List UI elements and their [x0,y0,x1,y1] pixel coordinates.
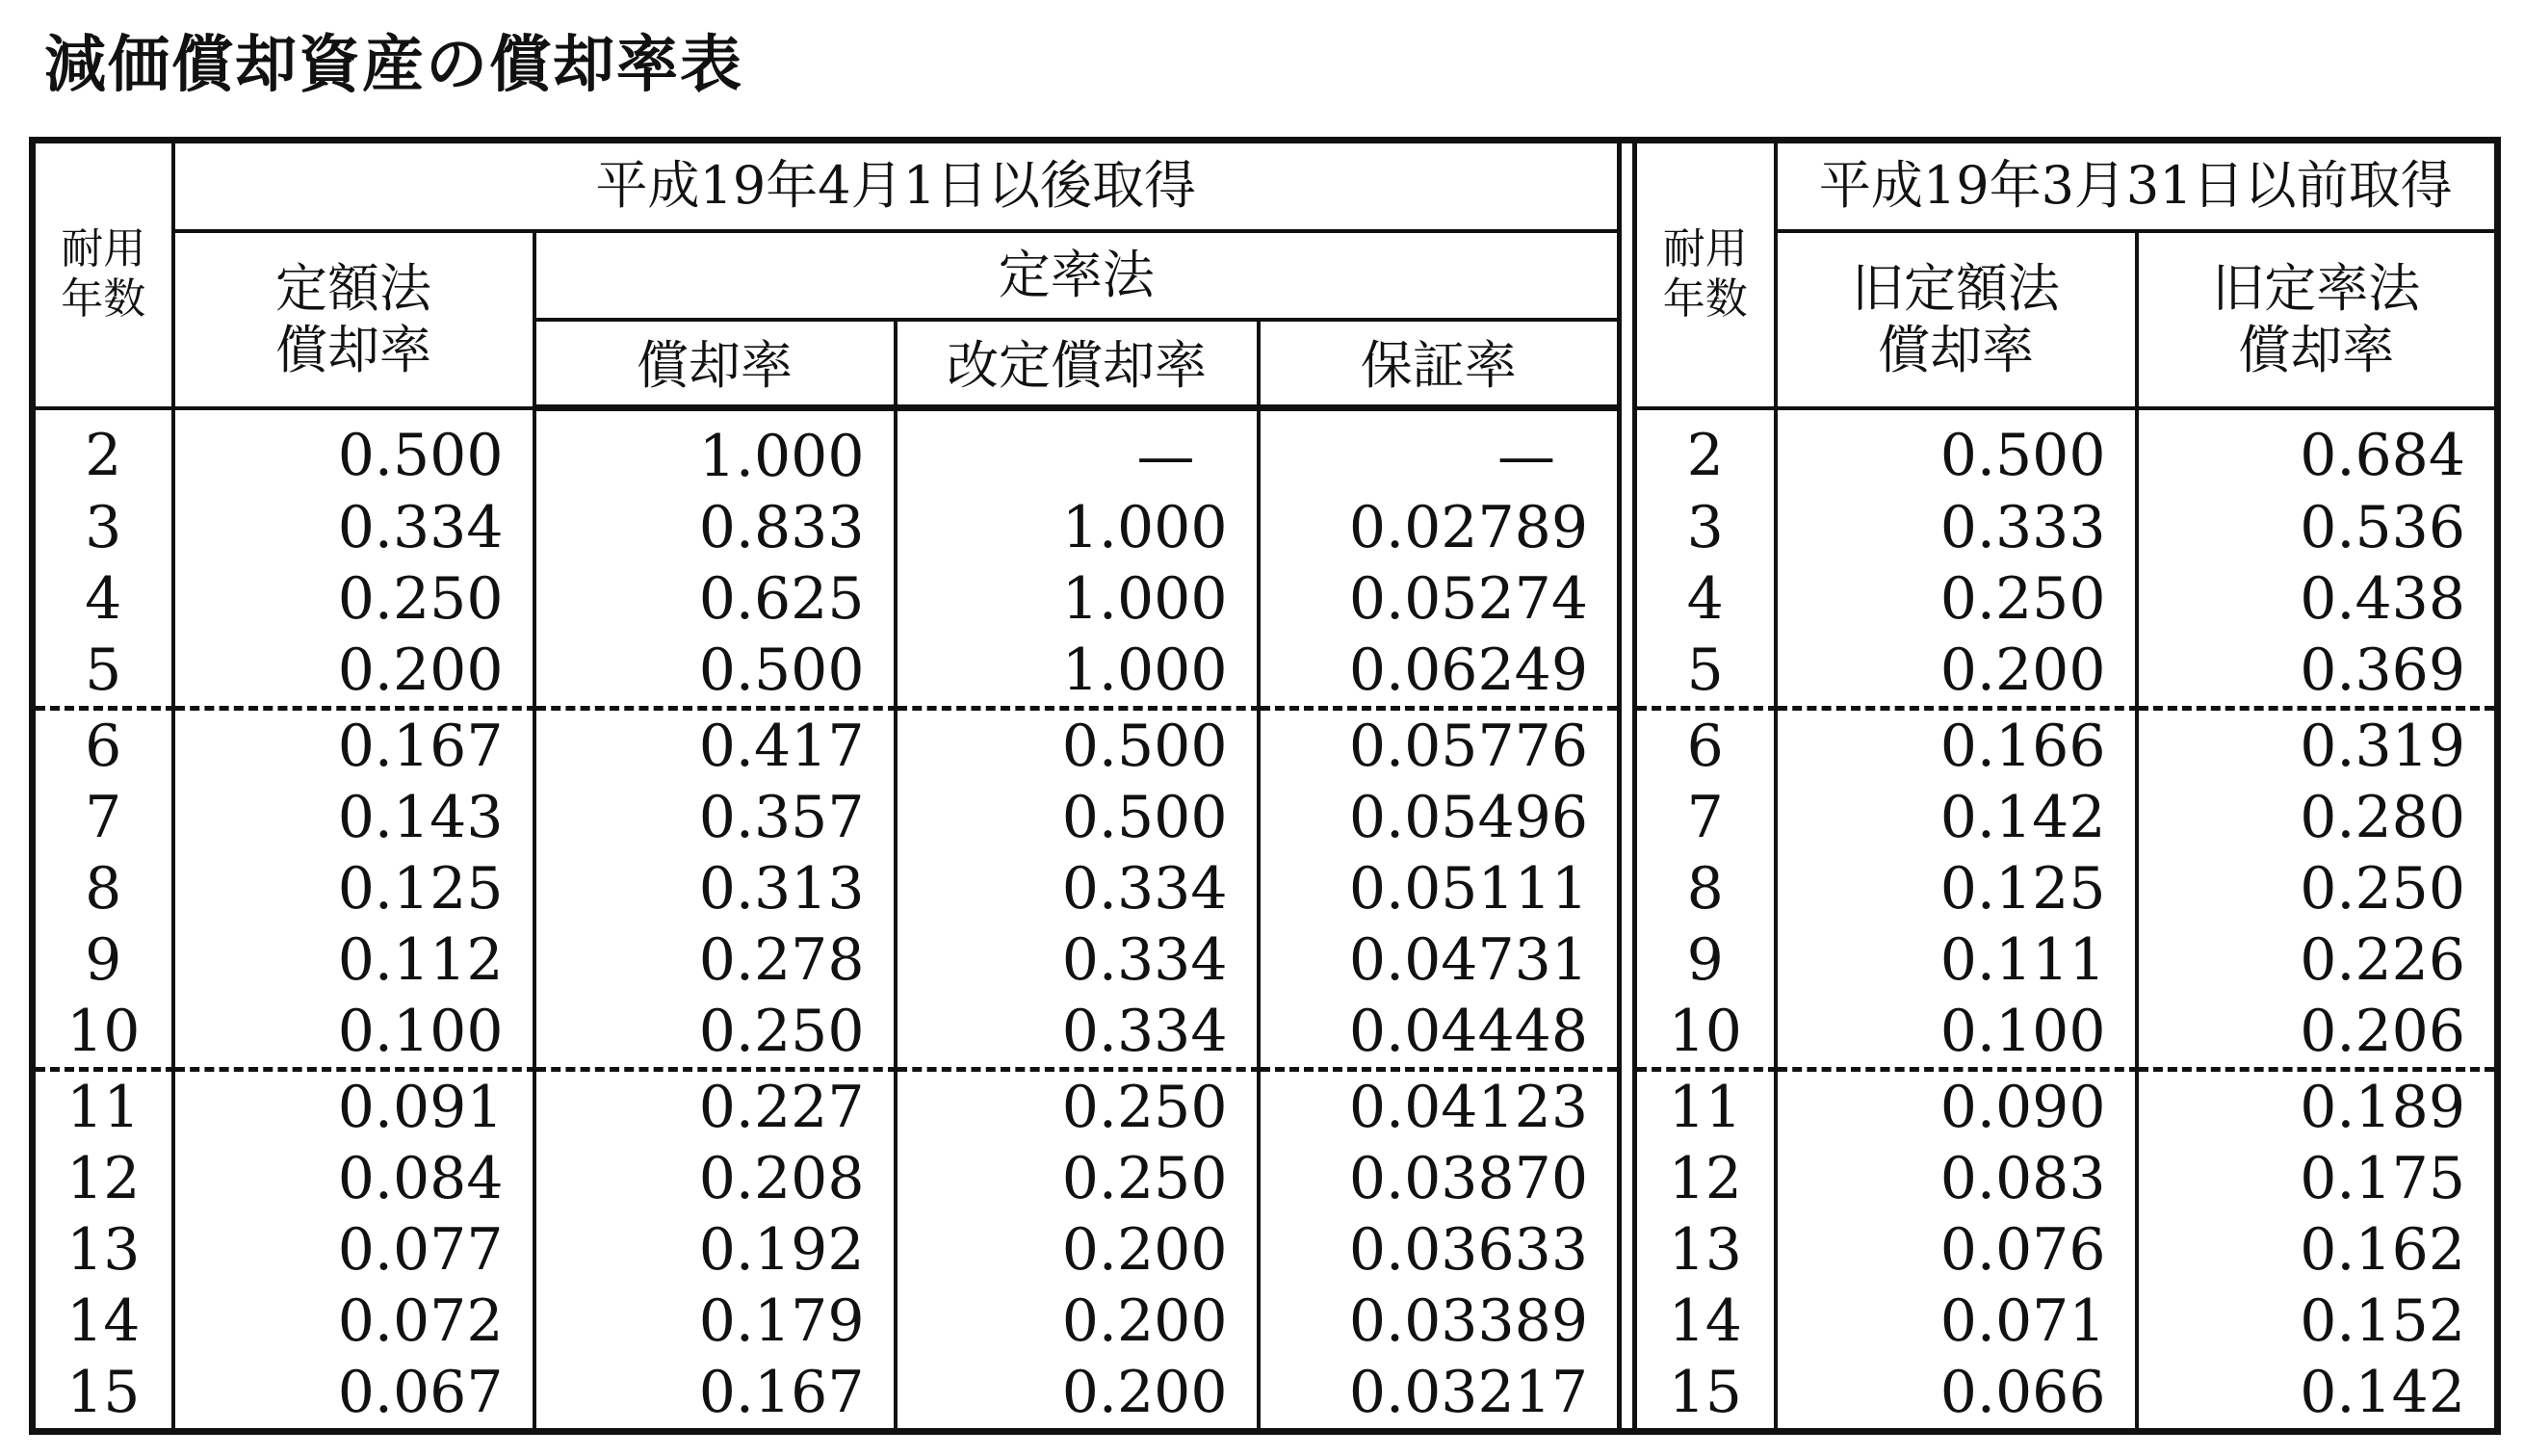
declining-rate-cell: 0.179 [534,1286,896,1357]
revised-rate-cell: 0.500 [896,782,1259,853]
old-declining-balance-rate-cell: 0.684 [2137,408,2498,493]
useful-life-years-cell: 8 [33,853,173,924]
table-row [33,492,2498,563]
useful-life-years-header: 耐用 年数 [33,141,173,408]
declining-rate-header: 償却率 [534,320,896,408]
useful-life-years-cell: 13 [33,1214,173,1286]
useful-life-years-cell-old: 9 [1635,924,1776,996]
old-straight-line-rate-cell: 0.142 [1776,782,2137,853]
useful-life-years-cell: 10 [33,996,173,1070]
straight-line-rate-cell: 0.167 [173,709,534,783]
table-row [33,1070,2498,1144]
column-separator [1620,492,1635,563]
useful-life-years-cell: 3 [33,492,173,563]
useful-life-years-cell: 5 [33,635,173,709]
table-row [33,1357,2498,1432]
table-row [33,408,2498,493]
table-row [33,563,2498,635]
old-straight-line-rate-cell: 0.500 [1776,408,2137,493]
old-declining-balance-rate-cell: 0.175 [2137,1143,2498,1214]
useful-life-years-cell-old: 14 [1635,1286,1776,1357]
guarantee-rate-cell: 0.03633 [1259,1214,1620,1286]
old-declining-balance-rate-cell: 0.438 [2137,563,2498,635]
straight-line-rate-cell: 0.334 [173,492,534,563]
old-declining-balance-rate-cell: 0.162 [2137,1214,2498,1286]
guarantee-rate-cell: 0.06249 [1259,635,1620,709]
revised-rate-header: 改定償却率 [896,320,1259,408]
table-row [33,709,2498,783]
guarantee-rate-header: 保証率 [1259,320,1620,408]
straight-line-rate-cell: 0.200 [173,635,534,709]
page-title: 減価償却資産の償却率表 [44,30,743,101]
old-declining-balance-rate-cell: 0.250 [2137,853,2498,924]
guarantee-rate-cell: — [1259,408,1620,493]
declining-rate-cell: 0.208 [534,1143,896,1214]
column-separator [1620,1214,1635,1286]
useful-life-years-cell-old: 2 [1635,408,1776,493]
straight-line-rate-header: 定額法 償却率 [173,231,534,408]
revised-rate-cell: — [896,408,1259,493]
old-declining-balance-rate-cell: 0.369 [2137,635,2498,709]
declining-rate-cell: 0.227 [534,1070,896,1144]
old-declining-balance-rate-cell: 0.226 [2137,924,2498,996]
useful-life-years-cell-old: 5 [1635,635,1776,709]
useful-life-years-cell: 6 [33,709,173,783]
table-row [33,1143,2498,1214]
declining-rate-cell: 0.313 [534,853,896,924]
useful-life-years-cell-old: 7 [1635,782,1776,853]
revised-rate-cell: 0.200 [896,1214,1259,1286]
useful-life-years-cell: 11 [33,1070,173,1144]
declining-rate-cell: 0.192 [534,1214,896,1286]
useful-life-years-cell-old: 8 [1635,853,1776,924]
old-straight-line-rate-cell: 0.066 [1776,1357,2137,1432]
table-row [33,924,2498,996]
column-separator [1620,408,1635,493]
table-row [33,1214,2498,1286]
old-declining-balance-rate-cell: 0.152 [2137,1286,2498,1357]
guarantee-rate-cell: 0.05274 [1259,563,1620,635]
straight-line-rate-cell: 0.143 [173,782,534,853]
old-straight-line-rate-cell: 0.083 [1776,1143,2137,1214]
table-row [33,996,2498,1070]
column-separator [1620,563,1635,635]
straight-line-rate-cell: 0.084 [173,1143,534,1214]
old-declining-balance-rate-cell: 0.206 [2137,996,2498,1070]
table-row [33,1286,2498,1357]
straight-line-rate-cell: 0.112 [173,924,534,996]
revised-rate-cell: 0.334 [896,996,1259,1070]
declining-rate-cell: 0.625 [534,563,896,635]
revised-rate-cell: 1.000 [896,492,1259,563]
useful-life-years-cell-old: 11 [1635,1070,1776,1144]
old-straight-line-rate-cell: 0.200 [1776,635,2137,709]
guarantee-rate-cell: 0.04448 [1259,996,1620,1070]
revised-rate-cell: 0.500 [896,709,1259,783]
table-row [33,853,2498,924]
declining-rate-cell: 0.833 [534,492,896,563]
column-separator [1620,1070,1635,1144]
old-straight-line-rate-header: 旧定額法 償却率 [1776,231,2137,408]
useful-life-years-cell: 14 [33,1286,173,1357]
table-row [33,635,2498,709]
straight-line-rate-cell: 0.125 [173,853,534,924]
revised-rate-cell: 0.200 [896,1286,1259,1357]
old-declining-balance-rate-cell: 0.319 [2137,709,2498,783]
revised-rate-cell: 0.334 [896,924,1259,996]
useful-life-years-cell-old: 4 [1635,563,1776,635]
old-straight-line-rate-cell: 0.076 [1776,1214,2137,1286]
old-straight-line-rate-cell: 0.100 [1776,996,2137,1070]
column-separator [1620,1286,1635,1357]
column-separator [1620,709,1635,783]
revised-rate-cell: 0.200 [896,1357,1259,1432]
straight-line-rate-cell: 0.091 [173,1070,534,1144]
old-straight-line-rate-cell: 0.111 [1776,924,2137,996]
declining-rate-cell: 0.278 [534,924,896,996]
column-separator [1620,141,1635,408]
useful-life-years-cell: 15 [33,1357,173,1432]
table-header [33,141,2498,408]
revised-rate-cell: 0.250 [896,1070,1259,1144]
old-declining-balance-rate-cell: 0.189 [2137,1070,2498,1144]
useful-life-years-cell-old: 13 [1635,1214,1776,1286]
revised-rate-cell: 1.000 [896,635,1259,709]
declining-rate-cell: 0.167 [534,1357,896,1432]
column-separator [1620,996,1635,1070]
old-straight-line-rate-cell: 0.090 [1776,1070,2137,1144]
declining-balance-method-header: 定率法 [534,231,1620,320]
declining-rate-cell: 0.250 [534,996,896,1070]
revised-rate-cell: 1.000 [896,563,1259,635]
useful-life-years-cell-old: 12 [1635,1143,1776,1214]
useful-life-years-header-old: 耐用 年数 [1635,141,1776,408]
column-separator [1620,924,1635,996]
declining-rate-cell: 0.500 [534,635,896,709]
column-separator [1620,1357,1635,1432]
guarantee-rate-cell: 0.05111 [1259,853,1620,924]
straight-line-rate-cell: 0.072 [173,1286,534,1357]
table-row [33,782,2498,853]
table-body [33,408,2498,1432]
useful-life-years-cell: 4 [33,563,173,635]
straight-line-rate-cell: 0.077 [173,1214,534,1286]
declining-rate-cell: 1.000 [534,408,896,493]
useful-life-years-cell-old: 10 [1635,996,1776,1070]
guarantee-rate-cell: 0.04731 [1259,924,1620,996]
guarantee-rate-cell: 0.05496 [1259,782,1620,853]
old-straight-line-rate-cell: 0.166 [1776,709,2137,783]
useful-life-years-cell: 12 [33,1143,173,1214]
straight-line-rate-cell: 0.100 [173,996,534,1070]
guarantee-rate-cell: 0.02789 [1259,492,1620,563]
useful-life-years-cell: 9 [33,924,173,996]
old-declining-balance-rate-cell: 0.142 [2137,1357,2498,1432]
old-straight-line-rate-cell: 0.250 [1776,563,2137,635]
useful-life-years-cell: 2 [33,408,173,493]
useful-life-years-cell-old: 6 [1635,709,1776,783]
old-straight-line-rate-cell: 0.125 [1776,853,2137,924]
revised-rate-cell: 0.334 [896,853,1259,924]
useful-life-years-cell: 7 [33,782,173,853]
old-straight-line-rate-cell: 0.333 [1776,492,2137,563]
acquired-after-h19-4-1-header: 平成19年4月1日以後取得 [173,141,1620,231]
old-straight-line-rate-cell: 0.071 [1776,1286,2137,1357]
useful-life-years-cell-old: 3 [1635,492,1776,563]
old-declining-balance-rate-header: 旧定率法 償却率 [2137,231,2498,408]
acquired-before-h19-3-31-header: 平成19年3月31日以前取得 [1776,141,2498,231]
useful-life-years-cell-old: 15 [1635,1357,1776,1432]
declining-rate-cell: 0.357 [534,782,896,853]
old-declining-balance-rate-cell: 0.280 [2137,782,2498,853]
straight-line-rate-cell: 0.067 [173,1357,534,1432]
column-separator [1620,1143,1635,1214]
depreciation-rate-table [29,137,2501,1435]
guarantee-rate-cell: 0.03870 [1259,1143,1620,1214]
straight-line-rate-cell: 0.500 [173,408,534,493]
old-declining-balance-rate-cell: 0.536 [2137,492,2498,563]
column-separator [1620,782,1635,853]
guarantee-rate-cell: 0.03389 [1259,1286,1620,1357]
guarantee-rate-cell: 0.04123 [1259,1070,1620,1144]
column-separator [1620,635,1635,709]
guarantee-rate-cell: 0.03217 [1259,1357,1620,1432]
straight-line-rate-cell: 0.250 [173,563,534,635]
guarantee-rate-cell: 0.05776 [1259,709,1620,783]
column-separator [1620,853,1635,924]
declining-rate-cell: 0.417 [534,709,896,783]
revised-rate-cell: 0.250 [896,1143,1259,1214]
